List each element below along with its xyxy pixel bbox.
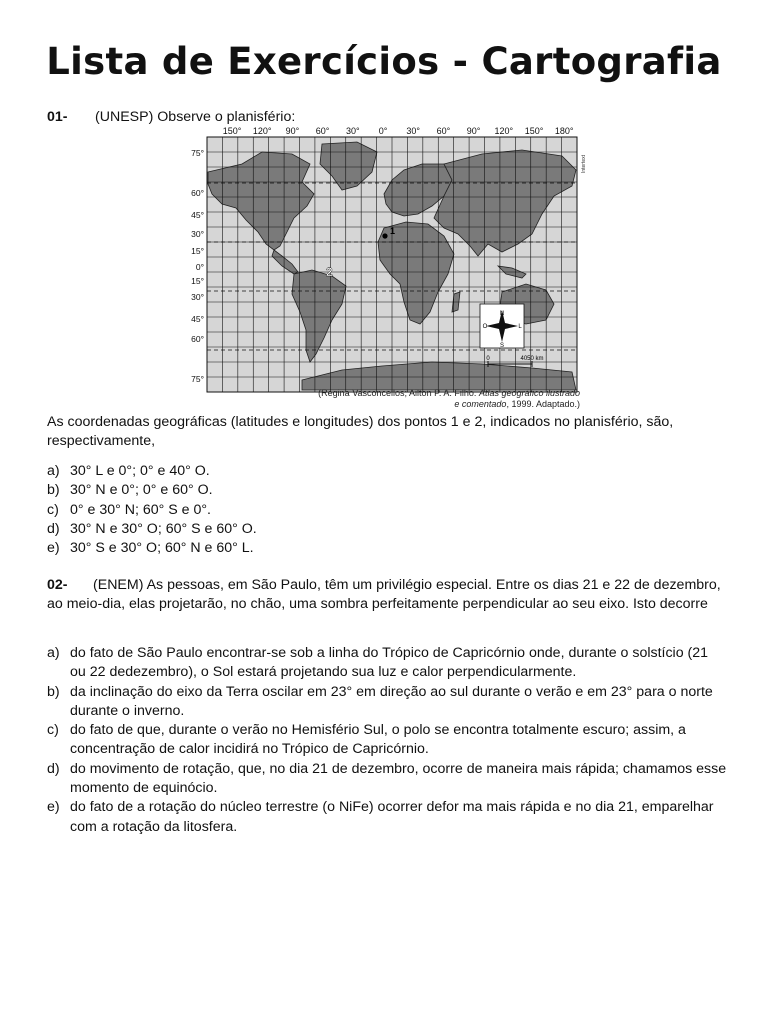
- longitude-label: 120°: [252, 126, 272, 136]
- latitude-label: 15°: [191, 246, 204, 256]
- question-2-text: (ENEM) As pessoas, em São Paulo, têm um privilégio especial. Entre os dias 21 e 22 de dezembro, ao meio-dia, elas projetarão, no chão, uma sombra perfeitamente perpendicular ao seu eixo. Isto decorre: [47, 577, 721, 612]
- credit-book-title: Atlas geográfico ilustrado: [478, 388, 580, 398]
- world-map: [182, 124, 592, 394]
- map-credit: [300, 388, 580, 410]
- option-text: da inclinação do eixo da Terra oscilar em 23° em direção ao sul durante o verão e em 23° para o norte durante o inverno.: [70, 683, 713, 719]
- credit-year: , 1999. Adaptado.): [506, 399, 580, 409]
- longitude-label: 180°: [554, 126, 574, 136]
- point-1-marker: [382, 233, 387, 238]
- longitude-label: 90°: [466, 126, 481, 136]
- latitude-label: 75°: [191, 374, 204, 384]
- page-title: Lista de Exercícios - Cartografia: [46, 40, 722, 83]
- option-letter: e): [47, 540, 60, 557]
- latitude-label: 30°: [191, 229, 204, 239]
- option-a: [47, 644, 727, 683]
- option-letter: b): [47, 482, 60, 499]
- question-1-number: 01-: [47, 109, 68, 125]
- option-letter: b): [47, 683, 60, 700]
- option-text: 30° S e 30° O; 60° N e 60° L.: [70, 540, 254, 557]
- question-1-intro: (UNESP) Observe o planisfério:: [95, 109, 296, 125]
- compass-o: O: [482, 324, 488, 330]
- longitude-label: 150°: [222, 126, 242, 136]
- option-b: [47, 683, 727, 722]
- question-1-text: As coordenadas geográficas (latitudes e longitudes) dos pontos 1 e 2, indicados no planisfério, são, respectivamente,: [47, 414, 674, 449]
- latitude-label: 30°: [191, 292, 204, 302]
- option-e: [47, 798, 727, 837]
- compass-n: N: [499, 311, 505, 317]
- latitude-label: 60°: [191, 334, 204, 344]
- credit-book-title-cont: e comentado: [454, 399, 507, 409]
- option-text: 30° N e 0°; 0° e 60° O.: [70, 482, 213, 499]
- longitude-label: 30°: [406, 126, 421, 136]
- question-2-number: 02-: [47, 577, 68, 593]
- question-2-block: [47, 576, 727, 613]
- longitude-label: 0°: [378, 126, 388, 136]
- option-letter: a): [47, 463, 60, 479]
- longitude-label: 30°: [345, 126, 360, 136]
- longitude-label: 60°: [436, 126, 451, 136]
- option-c: [47, 501, 727, 520]
- latitude-label: 15°: [191, 276, 204, 286]
- point-2-label: 2: [326, 265, 333, 279]
- option-text: do fato de que, durante o verão no Hemisfério Sul, o polo se encontra totalmente escuro; assim, a concentração de calor incidirá no Trópico de Capricórnio.: [70, 722, 686, 758]
- option-text: do movimento de rotação, que, no dia 21 de dezembro, ocorre de maneira mais rápida; chamamos esse momento de equinócio.: [70, 760, 727, 797]
- option-letter: c): [47, 501, 59, 518]
- option-text: do fato de São Paulo encontrar-se sob a linha do Trópico de Capricórnio onde, durante o solstício (21 ou 22 dedezembro), o Sol estará projetando sua luz e calor perpendicularmente.: [70, 645, 709, 681]
- world-map-figure: [182, 124, 592, 414]
- latitude-label: 45°: [191, 314, 204, 324]
- option-a: [47, 462, 727, 481]
- longitude-label: 120°: [494, 126, 514, 136]
- option-letter: c): [47, 722, 59, 739]
- question-2-options: [47, 644, 727, 837]
- longitude-label: 150°: [524, 126, 544, 136]
- option-text: 30° N e 30° O; 60° S e 60° O.: [70, 520, 257, 537]
- option-d: [47, 520, 727, 539]
- scale-distance: 4050 km: [520, 356, 544, 362]
- question-1-options: [47, 462, 727, 558]
- scale-zero: 0: [486, 356, 490, 362]
- compass-s: S: [499, 343, 505, 349]
- latitude-label: 0°: [195, 262, 204, 272]
- compass-rose: [480, 304, 524, 349]
- option-letter: d): [47, 520, 60, 537]
- option-letter: a): [47, 645, 60, 661]
- latitude-label: 75°: [191, 148, 204, 158]
- longitude-label: 90°: [285, 126, 300, 136]
- option-b: [47, 481, 727, 500]
- option-c: [47, 721, 727, 760]
- latitude-label: 60°: [191, 188, 204, 198]
- credit-authors: (Regina Vasconcellos; Ailton P. A. Filho.: [318, 388, 479, 398]
- option-letter: e): [47, 799, 60, 816]
- option-e: [47, 539, 727, 558]
- longitude-label: 60°: [315, 126, 330, 136]
- option-text: do fato de a rotação do núcleo terrestre (o NiFe) ocorrer defor ma mais rápida e no dia 21, emparelhar com a rotação da litosfera.: [70, 799, 714, 835]
- longitude-labels: [223, 126, 574, 136]
- compass-l: L: [518, 324, 522, 330]
- latitude-label: 45°: [191, 210, 204, 220]
- map-side-label: Intertext: [581, 154, 587, 174]
- point-1-label: 1: [390, 226, 396, 236]
- latitude-labels: [191, 148, 204, 384]
- option-text: 30° L e 0°; 0° e 40° O.: [70, 463, 210, 479]
- option-letter: d): [47, 760, 60, 777]
- option-d: [47, 760, 727, 799]
- option-text: 0° e 30° N; 60° S e 0°.: [70, 501, 212, 518]
